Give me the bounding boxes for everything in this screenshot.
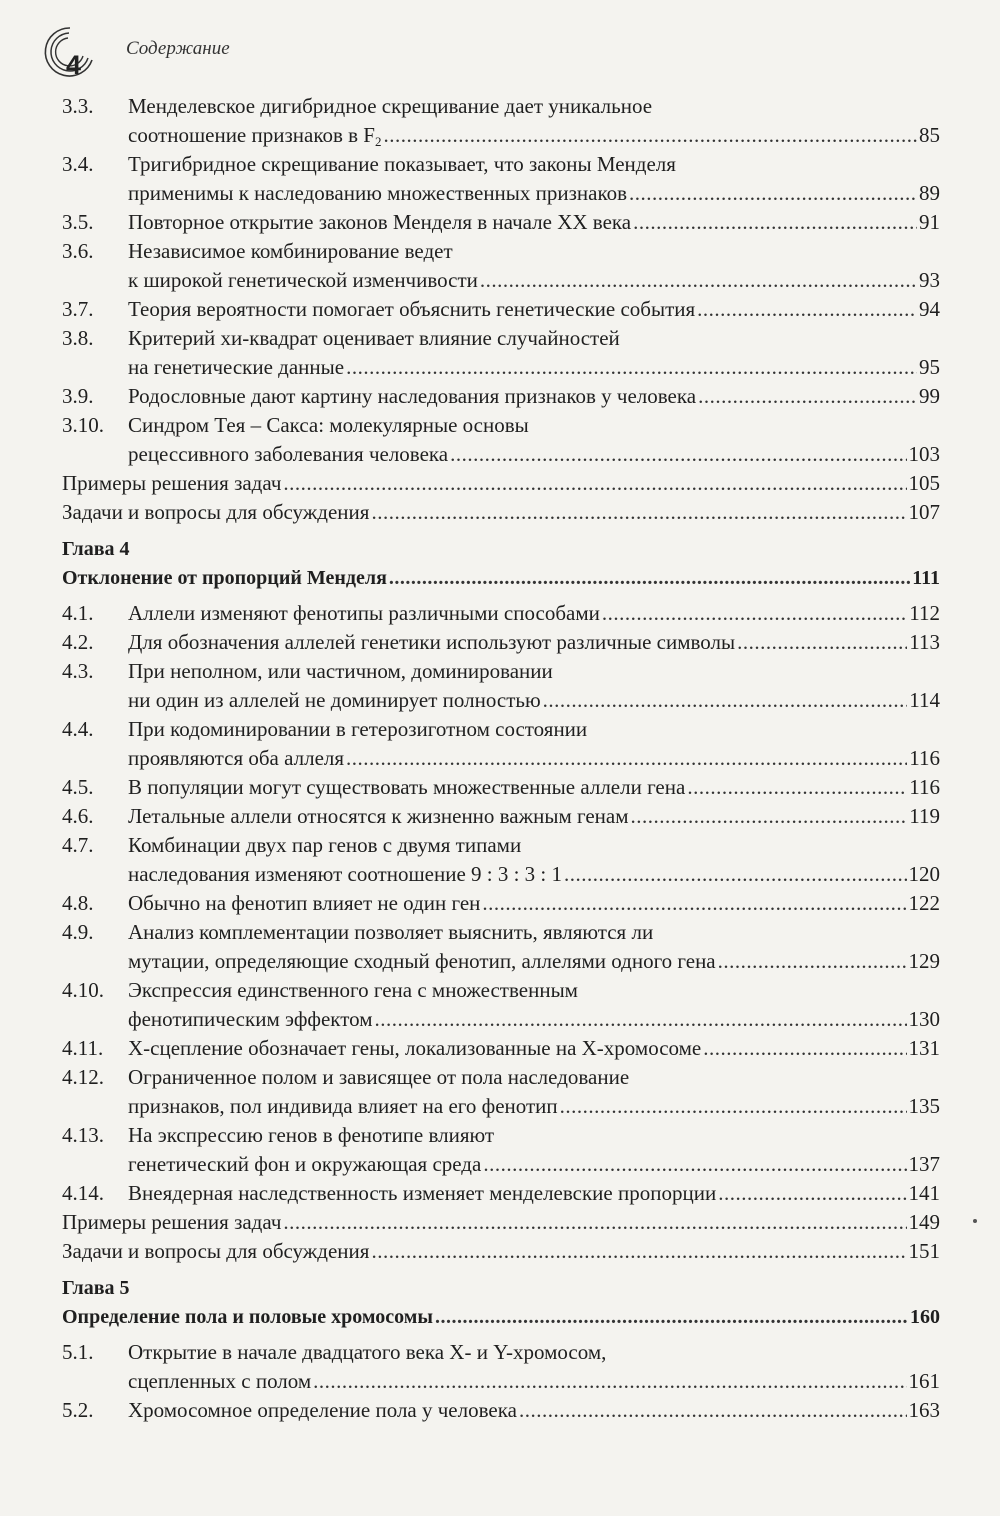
section-number: 3.9. — [62, 384, 94, 408]
entry-title-line: Анализ комплементации позволяет выяснить, являются ли — [128, 920, 654, 944]
toc-entry-4-8 — [62, 889, 940, 918]
entry-title-line: соотношение признаков в F — [128, 123, 375, 147]
entry-title-line: Экспрессия единственного гена с множественным — [128, 978, 578, 1002]
entry-title-line: X-сцепление обозначает гены, локализованные на X-хромосоме — [128, 1036, 702, 1060]
toc-entry-4-9 — [62, 918, 940, 976]
entry-title-line: фенотипическим эффектом — [128, 1007, 373, 1031]
dot-leader — [631, 802, 908, 831]
toc-entry-3-8 — [62, 324, 940, 382]
entry-title-line: Теория вероятности помогает объяснить генетические события — [128, 297, 696, 321]
entry-title-line: Примеры решения задач — [62, 1210, 282, 1234]
dot-leader — [687, 773, 907, 802]
page-ref: 94 — [919, 297, 940, 321]
page-header — [30, 22, 350, 82]
dot-leader — [389, 564, 910, 593]
page-ref: 113 — [909, 630, 940, 654]
toc-entry-4-7 — [62, 831, 940, 889]
section-number: 4.5. — [62, 775, 94, 799]
dot-leader — [435, 1303, 908, 1332]
entry-title-line: ни один из аллелей не доминирует полностью — [128, 688, 541, 712]
page-ref: 116 — [909, 775, 940, 799]
entry-title-line: сцепленных с полом — [128, 1369, 312, 1393]
toc-entry-5-1 — [62, 1338, 940, 1396]
entry-title-line: признаков, пол индивида влияет на его фенотип — [128, 1094, 558, 1118]
dot-leader — [629, 179, 917, 208]
entry-title-line: Родословные дают картину наследования признаков у человека — [128, 384, 697, 408]
toc-entry-ch3-questions — [62, 498, 940, 527]
dot-leader — [375, 1005, 907, 1034]
page-number: 4 — [66, 50, 82, 80]
entry-title-line: На экспрессию генов в фенотипе влияют — [128, 1123, 495, 1147]
entry-title-line: Менделевское дигибридное скрещивание дает уникальное — [128, 94, 653, 118]
page-ref: 89 — [919, 181, 940, 205]
page-ref: 114 — [909, 688, 940, 712]
section-number: 4.10. — [62, 978, 104, 1002]
toc-entry-4-5 — [62, 773, 940, 802]
toc-entry-5-2 — [62, 1396, 940, 1425]
toc-entry-3-9 — [62, 382, 940, 411]
page-ref: 116 — [909, 746, 940, 770]
chapter-title-4 — [62, 564, 940, 593]
entry-title-line: Для обозначения аллелей генетики используют различные символы — [128, 630, 736, 654]
dot-leader — [482, 889, 906, 918]
page-ref: 131 — [908, 1036, 940, 1060]
page-ref: 103 — [908, 442, 940, 466]
toc-entry-3-4 — [62, 150, 940, 208]
entry-title-line: Хромосомное определение пола у человека — [128, 1398, 517, 1422]
dot-leader — [697, 295, 917, 324]
page-ref: 137 — [908, 1152, 940, 1176]
entry-title-line: на генетические данные — [128, 355, 345, 379]
entry-title-line: Задачи и вопросы для обсуждения — [62, 500, 370, 524]
page-ref: 105 — [908, 471, 940, 495]
toc-entry-4-4 — [62, 715, 940, 773]
subscript: 2 — [374, 134, 382, 149]
section-number: 4.8. — [62, 891, 94, 915]
toc-entry-3-6 — [62, 237, 940, 295]
page-ref: 99 — [919, 384, 940, 408]
dot-leader — [703, 1034, 906, 1063]
page-ref: 95 — [919, 355, 940, 379]
section-number: 3.10. — [62, 413, 104, 437]
page-ref: 120 — [908, 862, 940, 886]
entry-title-line: При кодоминировании в гетерозиготном состоянии — [128, 717, 588, 741]
entry-title-line: Независимое комбинирование ведет — [128, 239, 453, 263]
section-number: 4.1. — [62, 601, 94, 625]
dot-leader — [602, 599, 907, 628]
toc-entry-4-6 — [62, 802, 940, 831]
section-number: 4.13. — [62, 1123, 104, 1147]
page-ref: 163 — [908, 1398, 940, 1422]
dot-leader — [283, 469, 906, 498]
toc-entry-3-5 — [62, 208, 940, 237]
section-number: 3.6. — [62, 239, 94, 263]
entry-title-line: Комбинации двух пар генов с двумя типами — [128, 833, 522, 857]
toc-entry-4-2 — [62, 628, 940, 657]
dot-leader — [543, 686, 908, 715]
table-of-contents — [62, 92, 940, 1425]
section-number: 4.4. — [62, 717, 94, 741]
dot-leader — [383, 121, 917, 150]
toc-entry-ch3-examples — [62, 469, 940, 498]
running-title: Содержание — [126, 38, 230, 59]
section-number: 4.3. — [62, 659, 94, 683]
section-number: 5.1. — [62, 1340, 94, 1364]
dot-leader — [519, 1396, 907, 1425]
toc-entry-4-14 — [62, 1179, 940, 1208]
toc-entry-4-12 — [62, 1063, 940, 1121]
chapter-label-5: Глава 5 — [62, 1277, 130, 1299]
toc-entry-4-11 — [62, 1034, 940, 1063]
section-number: 3.7. — [62, 297, 94, 321]
section-number: 4.14. — [62, 1181, 104, 1205]
page-ref: 129 — [908, 949, 940, 973]
dot-leader — [313, 1367, 906, 1396]
dot-leader — [346, 744, 907, 773]
toc-entry-3-10 — [62, 411, 940, 469]
entry-title-line: Летальные аллели относятся к жизненно важным генам — [128, 804, 629, 828]
section-number: 4.7. — [62, 833, 94, 857]
page-ref: 160 — [910, 1306, 940, 1328]
dot-leader — [346, 353, 917, 382]
entry-title-line: Обычно на фенотип влияет не один ген — [128, 891, 481, 915]
entry-title-line: наследования изменяют соотношение 9 : 3 : 3 : 1 — [128, 862, 563, 886]
entry-title-line: В популяции могут существовать множественные аллели гена — [128, 775, 686, 799]
entry-title-line: Внеядерная наследственность изменяет менделевские пропорции — [128, 1181, 717, 1205]
entry-title-line: к широкой генетической изменчивости — [128, 268, 478, 292]
toc-entry-3-7 — [62, 295, 940, 324]
page-ref: 91 — [919, 210, 940, 234]
entry-title-line: Ограниченное полом и зависящее от пола наследование — [128, 1065, 630, 1089]
page-ref: 122 — [908, 891, 940, 915]
dot-leader — [698, 382, 917, 411]
entry-title-line: Примеры решения задач — [62, 471, 282, 495]
section-number: 3.5. — [62, 210, 94, 234]
dot-leader — [480, 266, 917, 295]
spiral-logo-icon — [30, 22, 100, 82]
entry-title-line: Синдром Тея – Сакса: молекулярные основы — [128, 413, 529, 437]
dot-leader — [560, 1092, 907, 1121]
entry-title-line: Открытие в начале двадцатого века X- и Y-хромосом, — [128, 1340, 607, 1364]
chapter-label-4: Глава 4 — [62, 538, 130, 560]
print-speck — [973, 1219, 977, 1223]
section-number: 3.3. — [62, 94, 94, 118]
entry-title-line: При неполном, или частичном, доминировании — [128, 659, 553, 683]
page-ref: 151 — [908, 1239, 940, 1263]
dot-leader — [483, 1150, 906, 1179]
entry-title-line: Критерий хи-квадрат оценивает влияние случайностей — [128, 326, 620, 350]
page-ref: 107 — [908, 500, 940, 524]
toc-entry-4-1 — [62, 599, 940, 628]
dot-leader — [633, 208, 917, 237]
entry-title-line: Тригибридное скрещивание показывает, что законы Менделя — [128, 152, 676, 176]
dot-leader — [371, 1237, 906, 1266]
entry-title-line: Задачи и вопросы для обсуждения — [62, 1239, 370, 1263]
toc-entry-4-3 — [62, 657, 940, 715]
dot-leader — [737, 628, 907, 657]
toc-entry-3-3 — [62, 92, 940, 150]
entry-title-line: Повторное открытие законов Менделя в начале XX века — [128, 210, 632, 234]
section-number: 3.4. — [62, 152, 94, 176]
entry-title-line: Аллели изменяют фенотипы различными способами — [128, 601, 600, 625]
page-ref: 112 — [909, 601, 940, 625]
page-ref: 161 — [908, 1369, 940, 1393]
entry-title-line: применимы к наследованию множественных признаков — [128, 181, 628, 205]
dot-leader — [718, 947, 907, 976]
entry-title-line: рецессивного заболевания человека — [128, 442, 449, 466]
section-number: 4.12. — [62, 1065, 104, 1089]
section-number: 4.6. — [62, 804, 94, 828]
page-ref: 141 — [908, 1181, 940, 1205]
dot-leader — [564, 860, 906, 889]
entry-title-line: Отклонение от пропорций Менделя — [62, 567, 387, 589]
page-ref: 119 — [909, 804, 940, 828]
dot-leader — [450, 440, 906, 469]
page-ref: 130 — [908, 1007, 940, 1031]
section-number: 5.2. — [62, 1398, 94, 1422]
page-ref: 93 — [919, 268, 940, 292]
dot-leader — [283, 1208, 906, 1237]
section-number: 4.11. — [62, 1036, 104, 1060]
toc-entry-ch4-examples — [62, 1208, 940, 1237]
section-number: 3.8. — [62, 326, 94, 350]
dot-leader — [718, 1179, 906, 1208]
section-number: 4.2. — [62, 630, 94, 654]
entry-title-line: генетический фон и окружающая среда — [128, 1152, 482, 1176]
entry-title-line: проявляются оба аллеля — [128, 746, 345, 770]
toc-entry-4-10 — [62, 976, 940, 1034]
page-ref: 85 — [919, 123, 940, 147]
chapter-title-5 — [62, 1303, 940, 1332]
dot-leader — [371, 498, 906, 527]
section-number: 4.9. — [62, 920, 94, 944]
page-ref: 135 — [908, 1094, 940, 1118]
page-ref: 111 — [912, 567, 940, 589]
entry-title-line: Определение пола и половые хромосомы — [62, 1306, 433, 1328]
page-ref: 149 — [908, 1210, 940, 1234]
entry-title-line: мутации, определяющие сходный фенотип, аллелями одного гена — [128, 949, 716, 973]
toc-entry-ch4-questions — [62, 1237, 940, 1266]
toc-entry-4-13 — [62, 1121, 940, 1179]
